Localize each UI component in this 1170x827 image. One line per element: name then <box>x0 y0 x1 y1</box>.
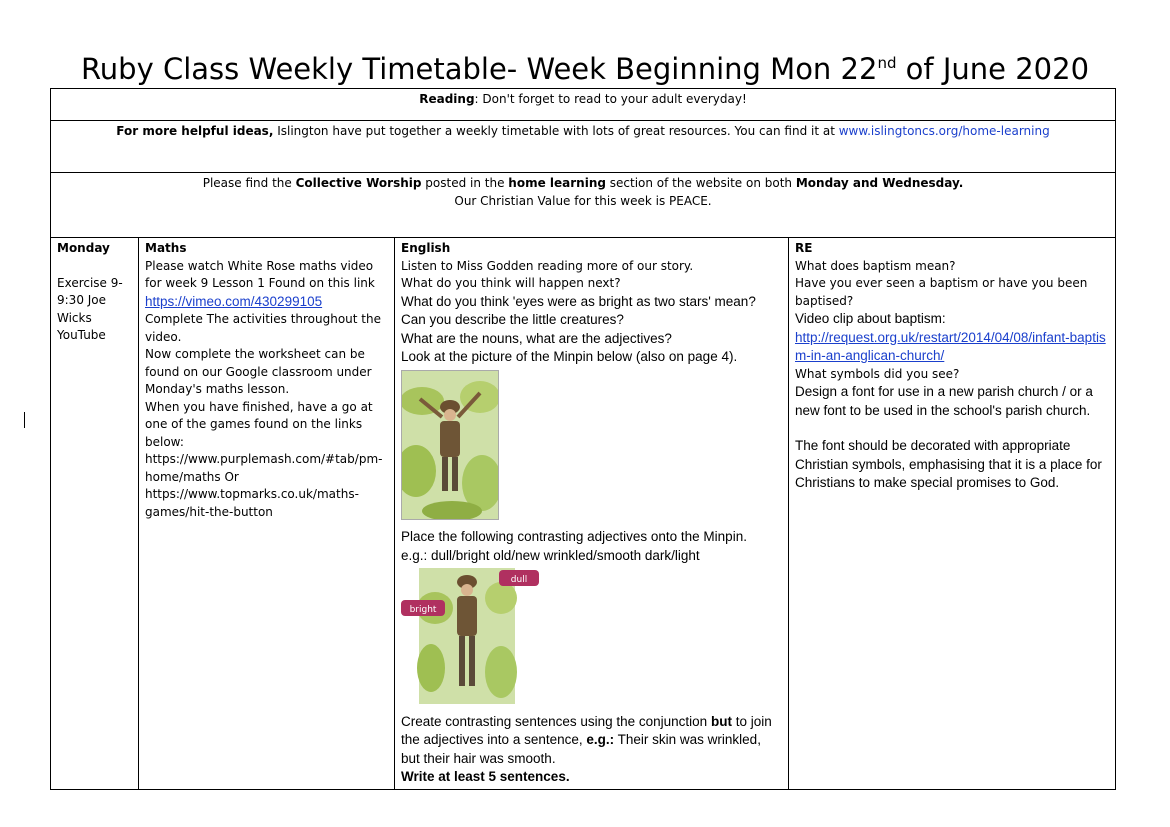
islington-link[interactable]: www.islingtoncs.org/home-learning <box>838 124 1050 138</box>
re-line: The font should be decorated with appropriate Christian symbols, emphasising that it is a place for Christians to make special promises to God. <box>795 438 1102 490</box>
ideas-cell <box>51 121 1116 173</box>
worship-t1: Please find the <box>202 176 296 190</box>
english-line: Look at the picture of the Minpin below (also on page 4). <box>401 349 738 364</box>
english-conjunction-line <box>401 713 782 769</box>
re-heading: RE <box>795 241 813 255</box>
vimeo-link[interactable]: https://vimeo.com/430299105 <box>145 293 323 309</box>
l9d: e.g.: <box>586 732 615 747</box>
dull-tag-text: dull <box>510 575 528 585</box>
monday-row <box>51 238 1116 790</box>
title-rest: of June 2020 <box>896 52 1090 86</box>
title-text: Ruby Class Weekly Timetable- Week Beginning Mon 22 <box>80 52 878 86</box>
day-label: Monday <box>57 241 110 255</box>
re-line: Design a font for use in a new parish church / or a new font to be used in the school's parish church. <box>795 384 1093 418</box>
reading-label: Reading <box>419 92 475 106</box>
reading-cell <box>51 89 1116 121</box>
l9a: Create contrasting sentences using the conjunction <box>401 713 711 729</box>
text-cursor <box>24 412 25 428</box>
l9e: Their skin was wrinkled, but their hair was smooth. <box>401 732 761 766</box>
worship-t2: posted in the <box>421 176 509 190</box>
monday-cell <box>51 238 139 790</box>
bright-tag-text: bright <box>409 605 437 615</box>
re-line: Have you ever seen a baptism or have you been baptised? <box>795 276 1088 308</box>
re-cell <box>789 238 1116 790</box>
ideas-text: Islington have put together a weekly timetable with lots of great resources. You can find it at <box>273 124 839 138</box>
leg <box>442 457 448 491</box>
english-line: What are the nouns, what are the adjectives? <box>401 330 672 346</box>
worship-b1: Collective Worship <box>295 176 422 190</box>
ideas-label: For more helpful ideas, <box>116 124 274 138</box>
english-cell <box>395 238 789 790</box>
leg <box>452 457 458 491</box>
coat <box>457 596 477 636</box>
worship-b2: home learning <box>508 176 606 190</box>
re-line: What symbols did you see? <box>795 366 960 381</box>
l9c: to join the adjectives into a sentence, <box>401 713 772 747</box>
english-line: Listen to Miss Godden reading more of our story. <box>401 258 694 273</box>
reading-text: : Don't forget to read to your adult everyday! <box>474 92 747 106</box>
english-task: Write at least 5 sentences. <box>401 769 570 784</box>
english-line: Place the following contrasting adjectives onto the Minpin. <box>401 529 747 544</box>
leg <box>469 636 475 686</box>
leaf <box>417 644 445 692</box>
re-line: What does baptism mean? <box>795 258 956 273</box>
coat <box>440 421 460 457</box>
maths-line: Please watch White Rose maths video for week 9 Lesson 1 Found on this link <box>145 258 375 290</box>
worship-cell <box>51 173 1116 238</box>
head <box>444 409 456 421</box>
leaf <box>485 646 517 698</box>
worship-t3: section of the website on both <box>605 176 796 190</box>
minpin-picture <box>401 370 499 520</box>
exercise-text: Exercise 9-9:30 Joe Wicks YouTube <box>57 275 123 342</box>
reading-row <box>51 89 1116 121</box>
maths-cell <box>139 238 395 790</box>
worship-b3: Monday and Wednesday. <box>795 176 964 190</box>
head <box>461 584 473 596</box>
re-line: Video clip about baptism: <box>795 311 946 326</box>
english-heading: English <box>401 241 451 255</box>
worship-row <box>51 173 1116 238</box>
leg <box>459 636 465 686</box>
leaf <box>485 582 517 614</box>
baptism-video-link[interactable]: http://request.org.uk/restart/2014/04/08/infant-baptism-in-an-anglican-church/ <box>795 329 1106 363</box>
title-superscript: nd <box>877 54 897 72</box>
timetable <box>50 88 1116 790</box>
maths-line: Now complete the worksheet can be found on our Google classroom under Monday's maths lesson. <box>145 347 372 396</box>
maths-line: Complete The activities throughout the video. <box>145 312 382 344</box>
english-line: What do you think will happen next? <box>401 276 621 290</box>
christian-value: Our Christian Value for this week is PEACE. <box>454 193 712 208</box>
ideas-row <box>51 121 1116 173</box>
maths-line: When you have finished, have a go at one of the games found on the links below: https://www.purplemash.com/#tab/pm-home/maths Or https://www.topmarks.co.uk/maths-games/hit-the-button <box>145 399 383 519</box>
worship-line <box>57 175 1109 193</box>
page-title <box>0 52 1170 86</box>
l9b: but <box>710 713 732 729</box>
english-line: e.g.: dull/bright old/new wrinkled/smooth dark/light <box>401 547 700 563</box>
minpin-labelled-picture <box>401 568 541 704</box>
english-line: What do you think 'eyes were as bright as two stars' mean? <box>401 293 756 309</box>
english-line: Can you describe the little creatures? <box>401 312 624 327</box>
maths-heading: Maths <box>145 241 187 255</box>
